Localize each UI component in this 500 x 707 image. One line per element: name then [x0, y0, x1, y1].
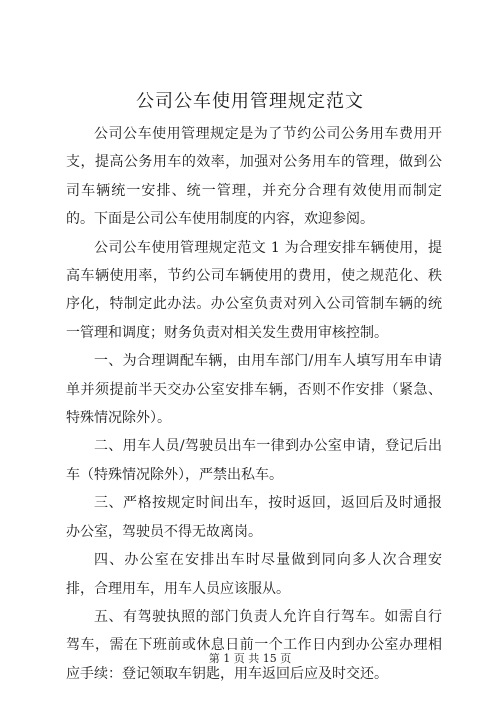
paragraph-sample-1: 公司公车使用管理规定范文 1 为合理安排车辆使用，提高车辆使用率，节约公司车辆使用的费用，使之规范化、秩序化，特制定此办法。办公室负责对列入公司管制车辆的统一管理和调度；财务负责对相关发生费用审核控制。	[66, 239, 442, 341]
paragraph-rule-2: 二、用车人员/驾驶员出车一律到办公室申请，登记后出车（特殊情况除外），严禁出私车。	[66, 438, 442, 483]
paragraph-rule-4: 四、办公室在安排出车时尽量做到同向多人次合理安排，合理用车，用车人员应该服从。	[66, 552, 442, 597]
paragraph-rule-1: 一、为合理调配车辆，由用车部门/用车人填写用车申请单并须提前半天交办公室安排车辆，否则不作安排（紧急、特殊情况除外）。	[66, 353, 442, 427]
document-title: 公司公车使用管理规定范文	[136, 91, 364, 112]
document-body	[66, 120, 442, 688]
page-number-footer: 第 1 页 共 15 页	[208, 652, 292, 665]
paragraph-rule-5: 五、有驾驶执照的部门负责人允许自行驾车。如需自行驾车，需在下班前或休息日前一个工作日内到办公室办理相应手续：登记领取车钥匙，用车返回后应及时交还。	[66, 608, 442, 682]
paragraph-intro: 公司公车使用管理规定是为了节约公司公务用车费用开支，提高公务用车的效率，加强对公务用车的管理，做到公司车辆统一安排、统一管理，并充分合理有效使用而制定的。下面是公司公车使用制度的内容，欢迎参阅。	[66, 126, 442, 228]
paragraph-rule-3: 三、严格按规定时间出车，按时返回，返回后及时通报办公室，驾驶员不得无故离岗。	[66, 495, 442, 540]
